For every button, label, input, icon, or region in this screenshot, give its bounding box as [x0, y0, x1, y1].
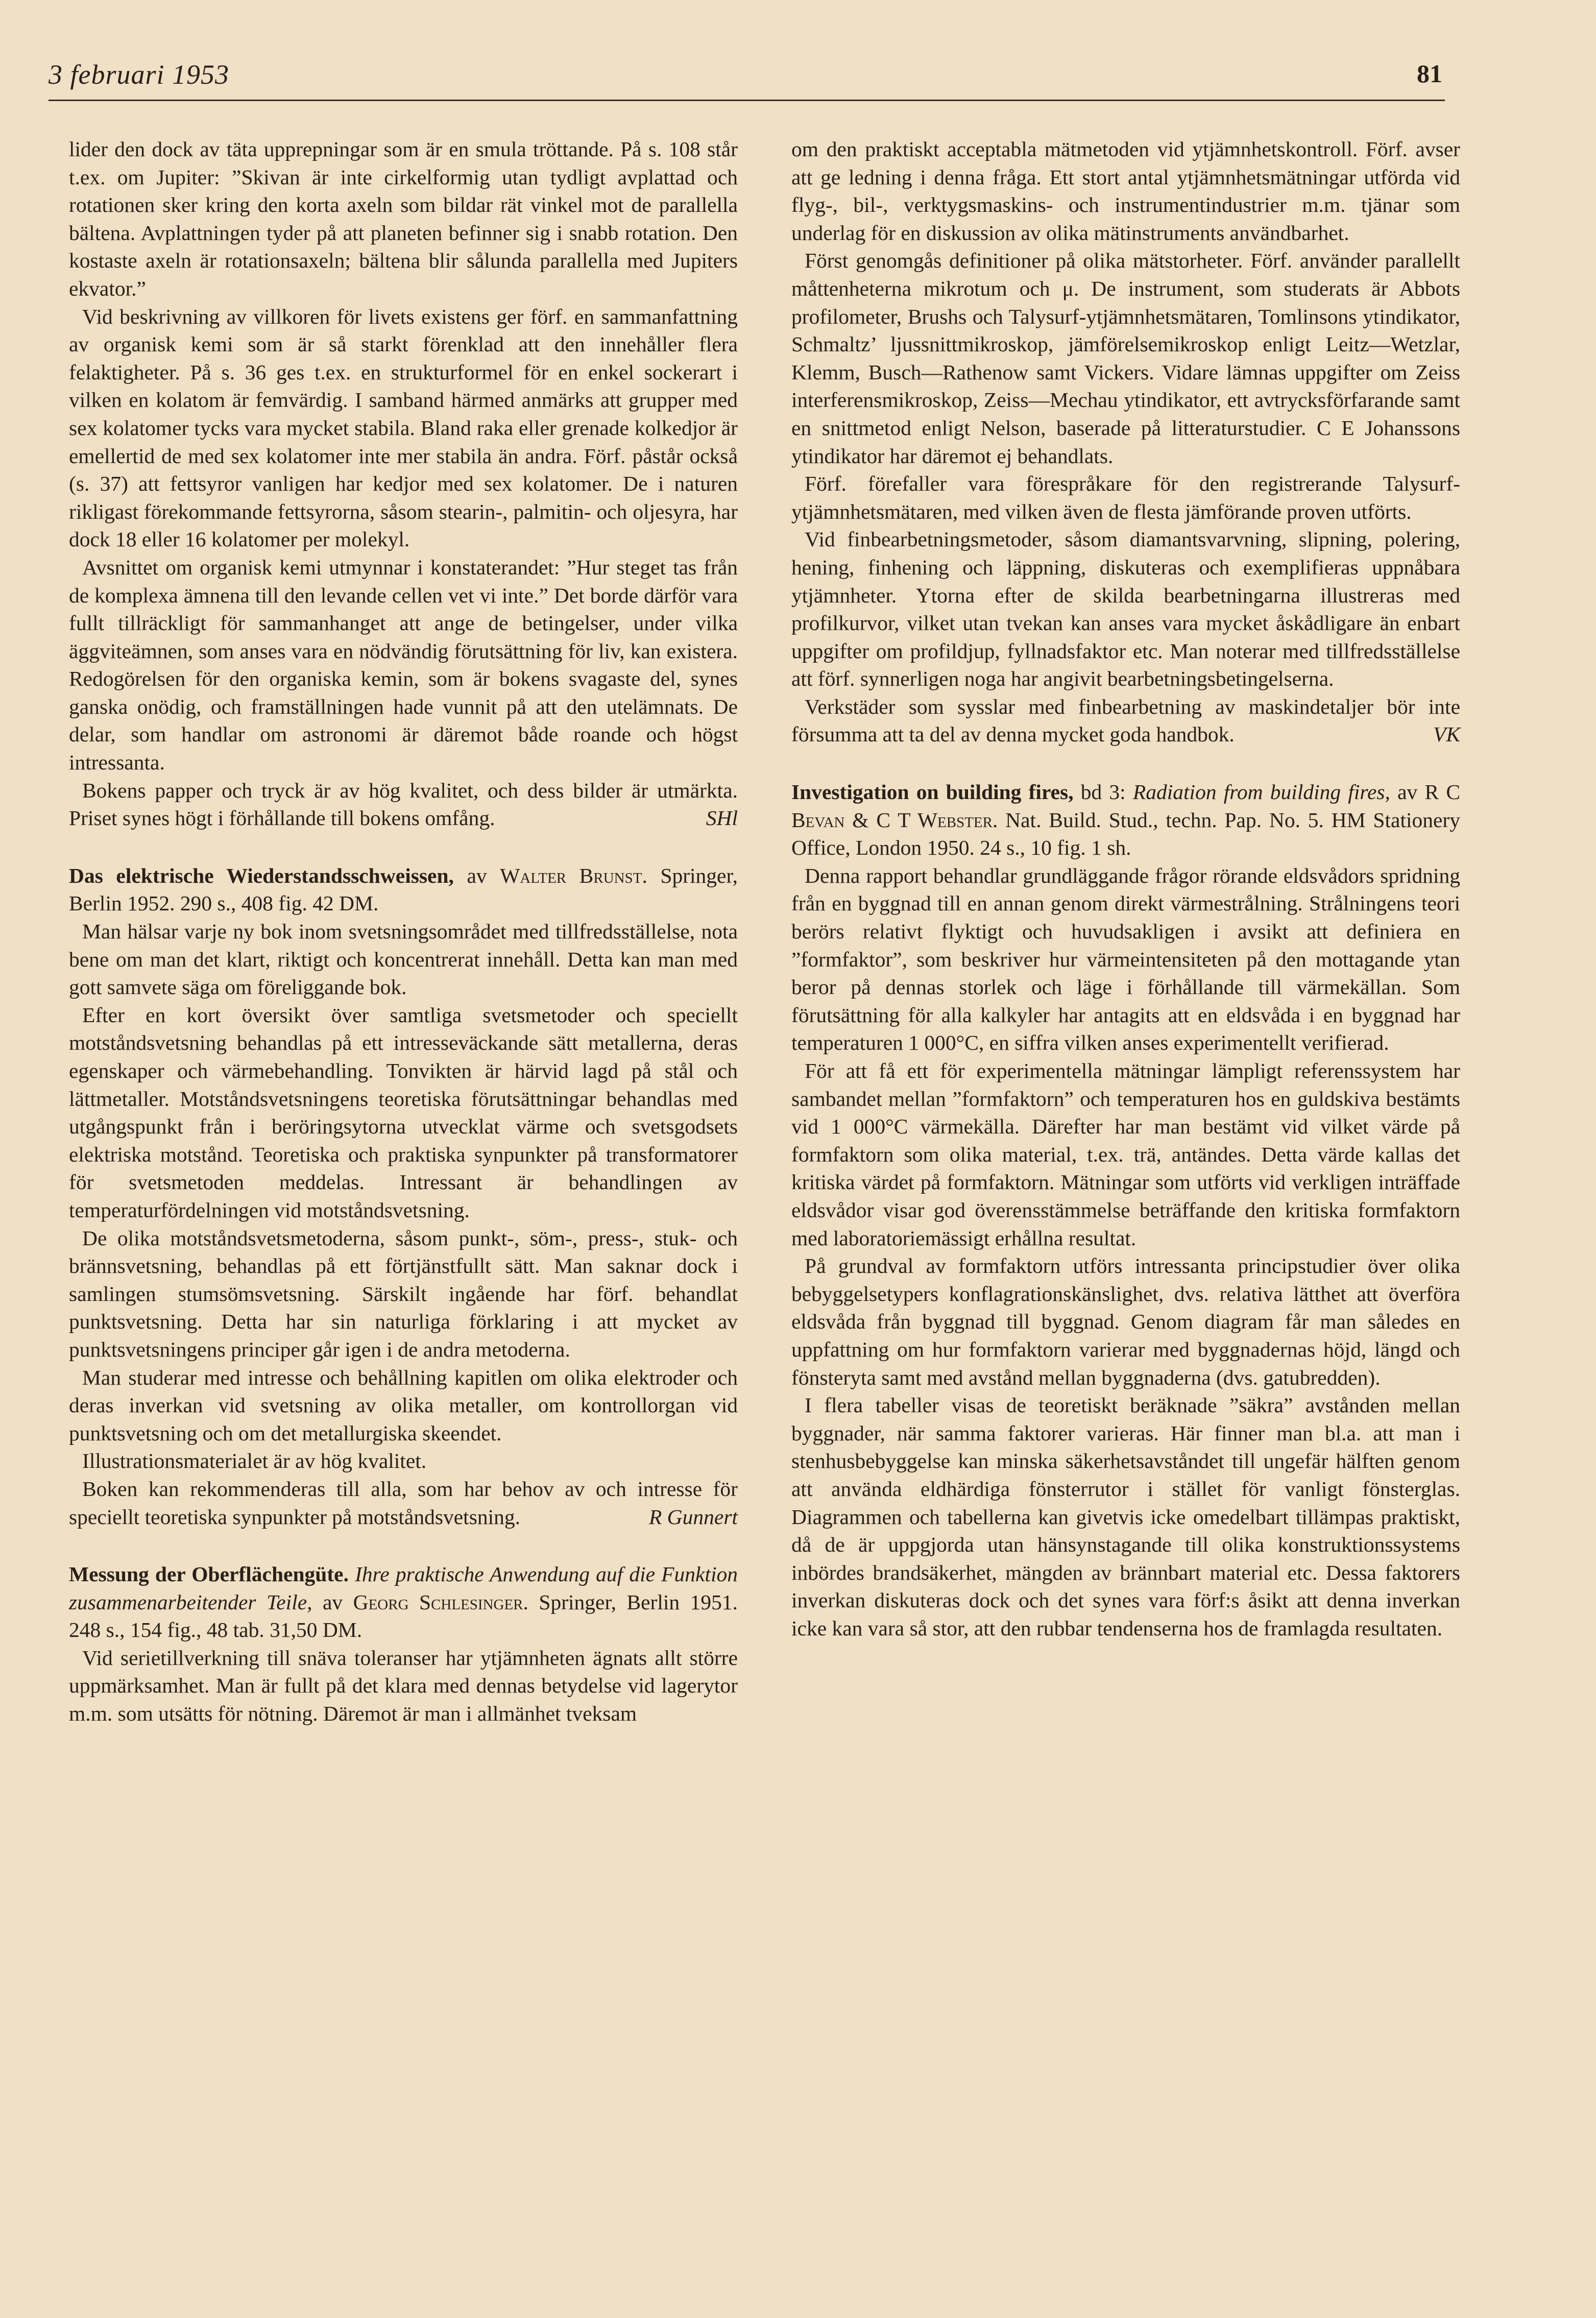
reviewer-signature: VK [1433, 722, 1460, 746]
body-paragraph: För att få ett för experimentella mätningar lämpligt referenssystem har sambandet mellan ”formfaktorn” och temperaturen hos en guldskiva bestämts vid 1 000°C värmekälla. Därefter har man bestämt vid vilket värde på formfaktorn som olika material, t.ex. trä, antändes. Detta värde kallas det kritiska värdet på formfaktorn. Mätningar som utförts vid verkligen inträffade eldsvådor visar god överensstämmelse beträffande den kritiska formfaktorn med laboratoriemässigt erhållna resultat. [791, 1059, 1460, 1250]
review-separator [69, 1531, 738, 1560]
body-paragraph: Vid serietillverkning till snäva toleranser har ytjämnheten ägnats allt större uppmärksamhet. Man är fullt på det klara med dennas betydelse vid lagerytor m.m. som utsätts för nötning. Däremot är man i allmänhet tveksam [69, 1646, 738, 1726]
body-paragraph: Denna rapport behandlar grundläggande frågor rörande eldsvådors spridning från en byggnad till en annan genom direkt värmestrålning. Strålningens teori berörs relativt flyktigt och huvudsakligen i avsikt att definiera en ”formfaktor”, som beskriver hur värmeintensiteten på den mottagande ytan beror på dennas storlek och läge i förhållande till värmekällan. Som förutsättning för alla kalkyler har antagits att en eldsvåda i en byggnad har temperaturen 1 000°C, en siffra vilken anses experimentellt verifierad. [791, 863, 1460, 1055]
publication-info: . Springer, Berlin 1951. 248 s., 154 fig., 48 tab. 31,50 DM. [69, 1590, 738, 1642]
body-paragraph: Vid beskrivning av villkoren för livets existens ger förf. en sammanfattning av organisk kemi som är så starkt förenklad att den innehåller flera felaktigheter. På s. 36 ges t.ex. en strukturformel för en enkel sockerart i vilken en kolatom är femvärdig. I samband härmed anmärks att grupper med sex kolatomer tycks vara mycket stabila. Bland raka eller grenade kolkedjor är emellertid de med sex kolatomer inte mer stabila än andra. Förf. påstår också (s. 37) att fettsyror vanligen har kedjor med sex kolatomer. De i naturen rikligast förekommande fettsyrorna, såsom stearin-, palmitin- och oljesyra, har dock 18 eller 16 kolatomer per molekyl. [69, 304, 738, 551]
by-label: av [312, 1590, 353, 1614]
issue-date: 3 februari 1953 [49, 59, 230, 90]
book-subtitle: Radiation from building fires, [1132, 780, 1390, 804]
body-text: Bokens papper och tryck är av hög kvalitet, och dess bilder är utmärkta. Priset synes högt i förhållande till bokens omfång. [69, 778, 738, 830]
review-heading-surface [69, 1560, 738, 1644]
book-author: R C Bevan & C T Webster [791, 780, 1461, 832]
body-text: Verkstäder som sysslar med finbearbetning av maskindetaljer bör inte försumma att ta del av denna mycket goda handbok. [791, 694, 1460, 746]
page-number: 81 [1417, 59, 1442, 88]
body-paragraph: I flera tabeller visas de teoretiskt beräknade ”säkra” avstånden mellan byggnader, när samma faktorer varieras. Här finner man bl.a. att man i stenhusbebyggelse kan minska säkerhetsavståndet till ungefär hälften genom att använda eldhärdiga fönsterrutor i stället för vanligt fönsterglas. Diagrammen och tabellerna kan givetvis icke omedelbart tillämpas praktiskt, då de är uppgjorda utan hänsynstagande till olika konstruktionssystems inbördes brandsäkerhet, mängden av brännbart material etc. Dessa faktorers inverkan diskuteras dock och det synes vara förf:s åsikt att denna inverkan icke kan vara så stor, att den rubbar tendenserna hos de framlagda resultaten. [791, 1393, 1460, 1640]
body-paragraph [791, 693, 1460, 748]
book-subtitle: Ihre praktische Anwendung auf die Funktion zusammenarbeitender Teile, [69, 1562, 738, 1614]
by-label: av [1390, 780, 1425, 804]
body-paragraph [69, 777, 738, 832]
body-paragraph: De olika motståndsvetsmetoderna, såsom punkt-, söm-, press-, stuk- och brännsvetsning, behandlas på ett förtjänstfullt sätt. Man saknar dock i samlingen stumsömsvetsning. Särskilt ingående har förf. behandlat punktsvetsning. Detta har sin naturliga förklaring i att mycket av punktsvetsningens principer går igen i de andra metoderna. [69, 1226, 738, 1361]
volume-label: bd 3: [1073, 780, 1133, 804]
by-label: av [453, 863, 500, 887]
review-separator [69, 832, 738, 862]
body-paragraph: Efter en kort översikt över samtliga svetsmetoder och speciellt motståndsvetsning behandlas på ett intresseväckande sätt metallerna, deras egenskaper och värmebehandling. Tonvikten är härvid lagd på stål och lättmetaller. Motståndsvetsningens teoretiska förutsättningar behandlas med utgångspunkt från i beröringsytorna utvecklat värme och svetsgodsets elektriska motstånd. Teoretiska och praktiska synpunkter på transformatorer för svetsmetoden meddelas. Intressant är behandlingen av temperaturfördelningen vid motståndsvetsning. [69, 1003, 738, 1222]
review-heading-welding [69, 862, 738, 917]
review-separator [791, 748, 1460, 778]
publication-info: . Springer, Berlin 1952. 290 s., 408 fig. 42 DM. [69, 863, 738, 915]
body-paragraph: Man studerar med intresse och behållning kapitlen om olika elektroder och deras inverkan vid svetsning av olika metaller, om kontrollorgan vid punktsvetsning och om det metallurgiska skeendet. [69, 1365, 738, 1445]
review-heading-fire [791, 778, 1460, 862]
body-paragraph: Illustrationsmaterialet är av hög kvalitet. [82, 1449, 427, 1473]
page-header [49, 59, 1442, 105]
body-paragraph: Man hälsar varje ny bok inom svetsningsområdet med tillfredsställelse, nota bene om man det klart, riktigt och koncentrerat innehåll. Detta kan man med gott samvete säga om föreliggande bok. [69, 920, 738, 999]
publication-info: . Nat. Build. Stud., techn. Pap. No. 5. HM Stationery Office, London 1950. 24 s., 10 fig. 1 sh. [791, 808, 1460, 860]
book-author: Walter Brunst [500, 863, 642, 887]
body-paragraph: Förf. förefaller vara förespråkare för den registrerande Talysurf-ytjämnhetsmätaren, med vilken även de flesta jämförande proven utförts. [791, 472, 1460, 523]
body-paragraph: om den praktiskt acceptabla mätmetoden vid ytjämnhetskontroll. Förf. avser att ge ledning i denna fråga. Ett stort antal ytjämnhetsmätningar utförda vid flyg-, bil-, verktygsmaskins- och instrumentindustrier m.m. tjänar som underlag för en diskussion av olika mätinstruments användbarhet. [791, 137, 1460, 245]
book-title: Investigation on building fires, [791, 780, 1074, 804]
body-paragraph: Vid finbearbetningsmetoder, såsom diamantsvarvning, slipning, polering, hening, finhening och läppning, diskuteras och exemplifieras uppnåbara ytjämnheter. Ytorna efter de skilda bearbetningarna illustreras med profilkurvor, vilket utan tvekan kan anses vara mycket åskådligare än enbart uppgifter om profildjup, fyllnadsfaktor etc. Man noterar med tillfredsställelse att förf. synnerligen noga har angivit bearbetningsbetingelserna. [791, 527, 1460, 691]
body-paragraph: Först genomgås definitioner på olika mätstorheter. Förf. använder parallellt måttenheterna mikrotum och μ. De instrument, som studerats är Abbots profilometer, Brushs och Talysurf-ytjämnhetsmätaren, Tomlinsons ytindikator, Schmaltz’ ljussnittmikroskop, jämförelsemikroskop enligt Leitz—Wetzlar, Klemm, Busch—Rathenow samt Vickers. Vidare lämnas uppgifter om Zeiss interferensmikroskop, Zeiss—Mechau ytindikator, ett avtrycksförfarande samt en snittmetod enligt Nelson, baserade på litteraturstudier. C E Johanssons ytindikator har däremot ej behandlats. [791, 249, 1460, 468]
body-text: Boken kan rekommenderas till alla, som har behov av och intresse för speciellt teoretiska synpunkter på motståndsvetsning. [69, 1477, 738, 1529]
reviewer-signature: SHl [706, 806, 738, 830]
book-title: Das elektrische Wiederstandsschweissen, [69, 863, 454, 887]
book-title: Messung der Oberflächengüte. [69, 1562, 349, 1586]
body-paragraph: lider den dock av täta upprepningar som är en smula tröttande. På s. 108 står t.ex. om Jupiter: ”Skivan är inte cirkelformig utan tydligt avplattad och rotationen sker kring den korta axeln som bildar rät vinkel mot de parallella bältena. Avplattningen tyder på att planeten befinner sig i snabb rotation. Den kostaste axeln är rotationsaxeln; bältena blir sålunda parallella med Jupiters ekvator.” [69, 137, 738, 300]
body-paragraph: På grundval av formfaktorn utförs intressanta principstudier över olika bebyggelsetypers konflagrationskänslighet, dvs. relativa lätthet att överföra eldsvåda från byggnad till byggnad. Genom diagram får man således en uppfattning om hur formfaktorn varierar med byggnadernas höjd, längd och fönsteryta samt med avstånd mellan byggnaderna (dvs. gatubredden). [791, 1254, 1460, 1389]
body-paragraph [69, 1475, 738, 1531]
right-column [791, 135, 1460, 1642]
reviewer-signature: R Gunnert [648, 1505, 738, 1529]
book-author: Georg Schlesinger [353, 1590, 523, 1614]
left-column [69, 135, 738, 1728]
body-paragraph: Avsnittet om organisk kemi utmynnar i konstaterandet: ”Hur steget tas från de komplexa ämnena till den levande cellen vet vi inte.” Det borde därför vara fullt tillräckligt för sammanhanget att ange de betingelser, under vilka äggviteämnen, som anses vara en nödvändig förutsättning för liv, kan existera. Redogörelsen för den organiska kemin, som är bokens svagaste del, synes ganska onödig, och framställningen hade vunnit på att den utelämnats. De delar, som handlar om astronomi är däremot både roande och högst intressanta. [69, 555, 738, 775]
header-rule [49, 100, 1445, 101]
